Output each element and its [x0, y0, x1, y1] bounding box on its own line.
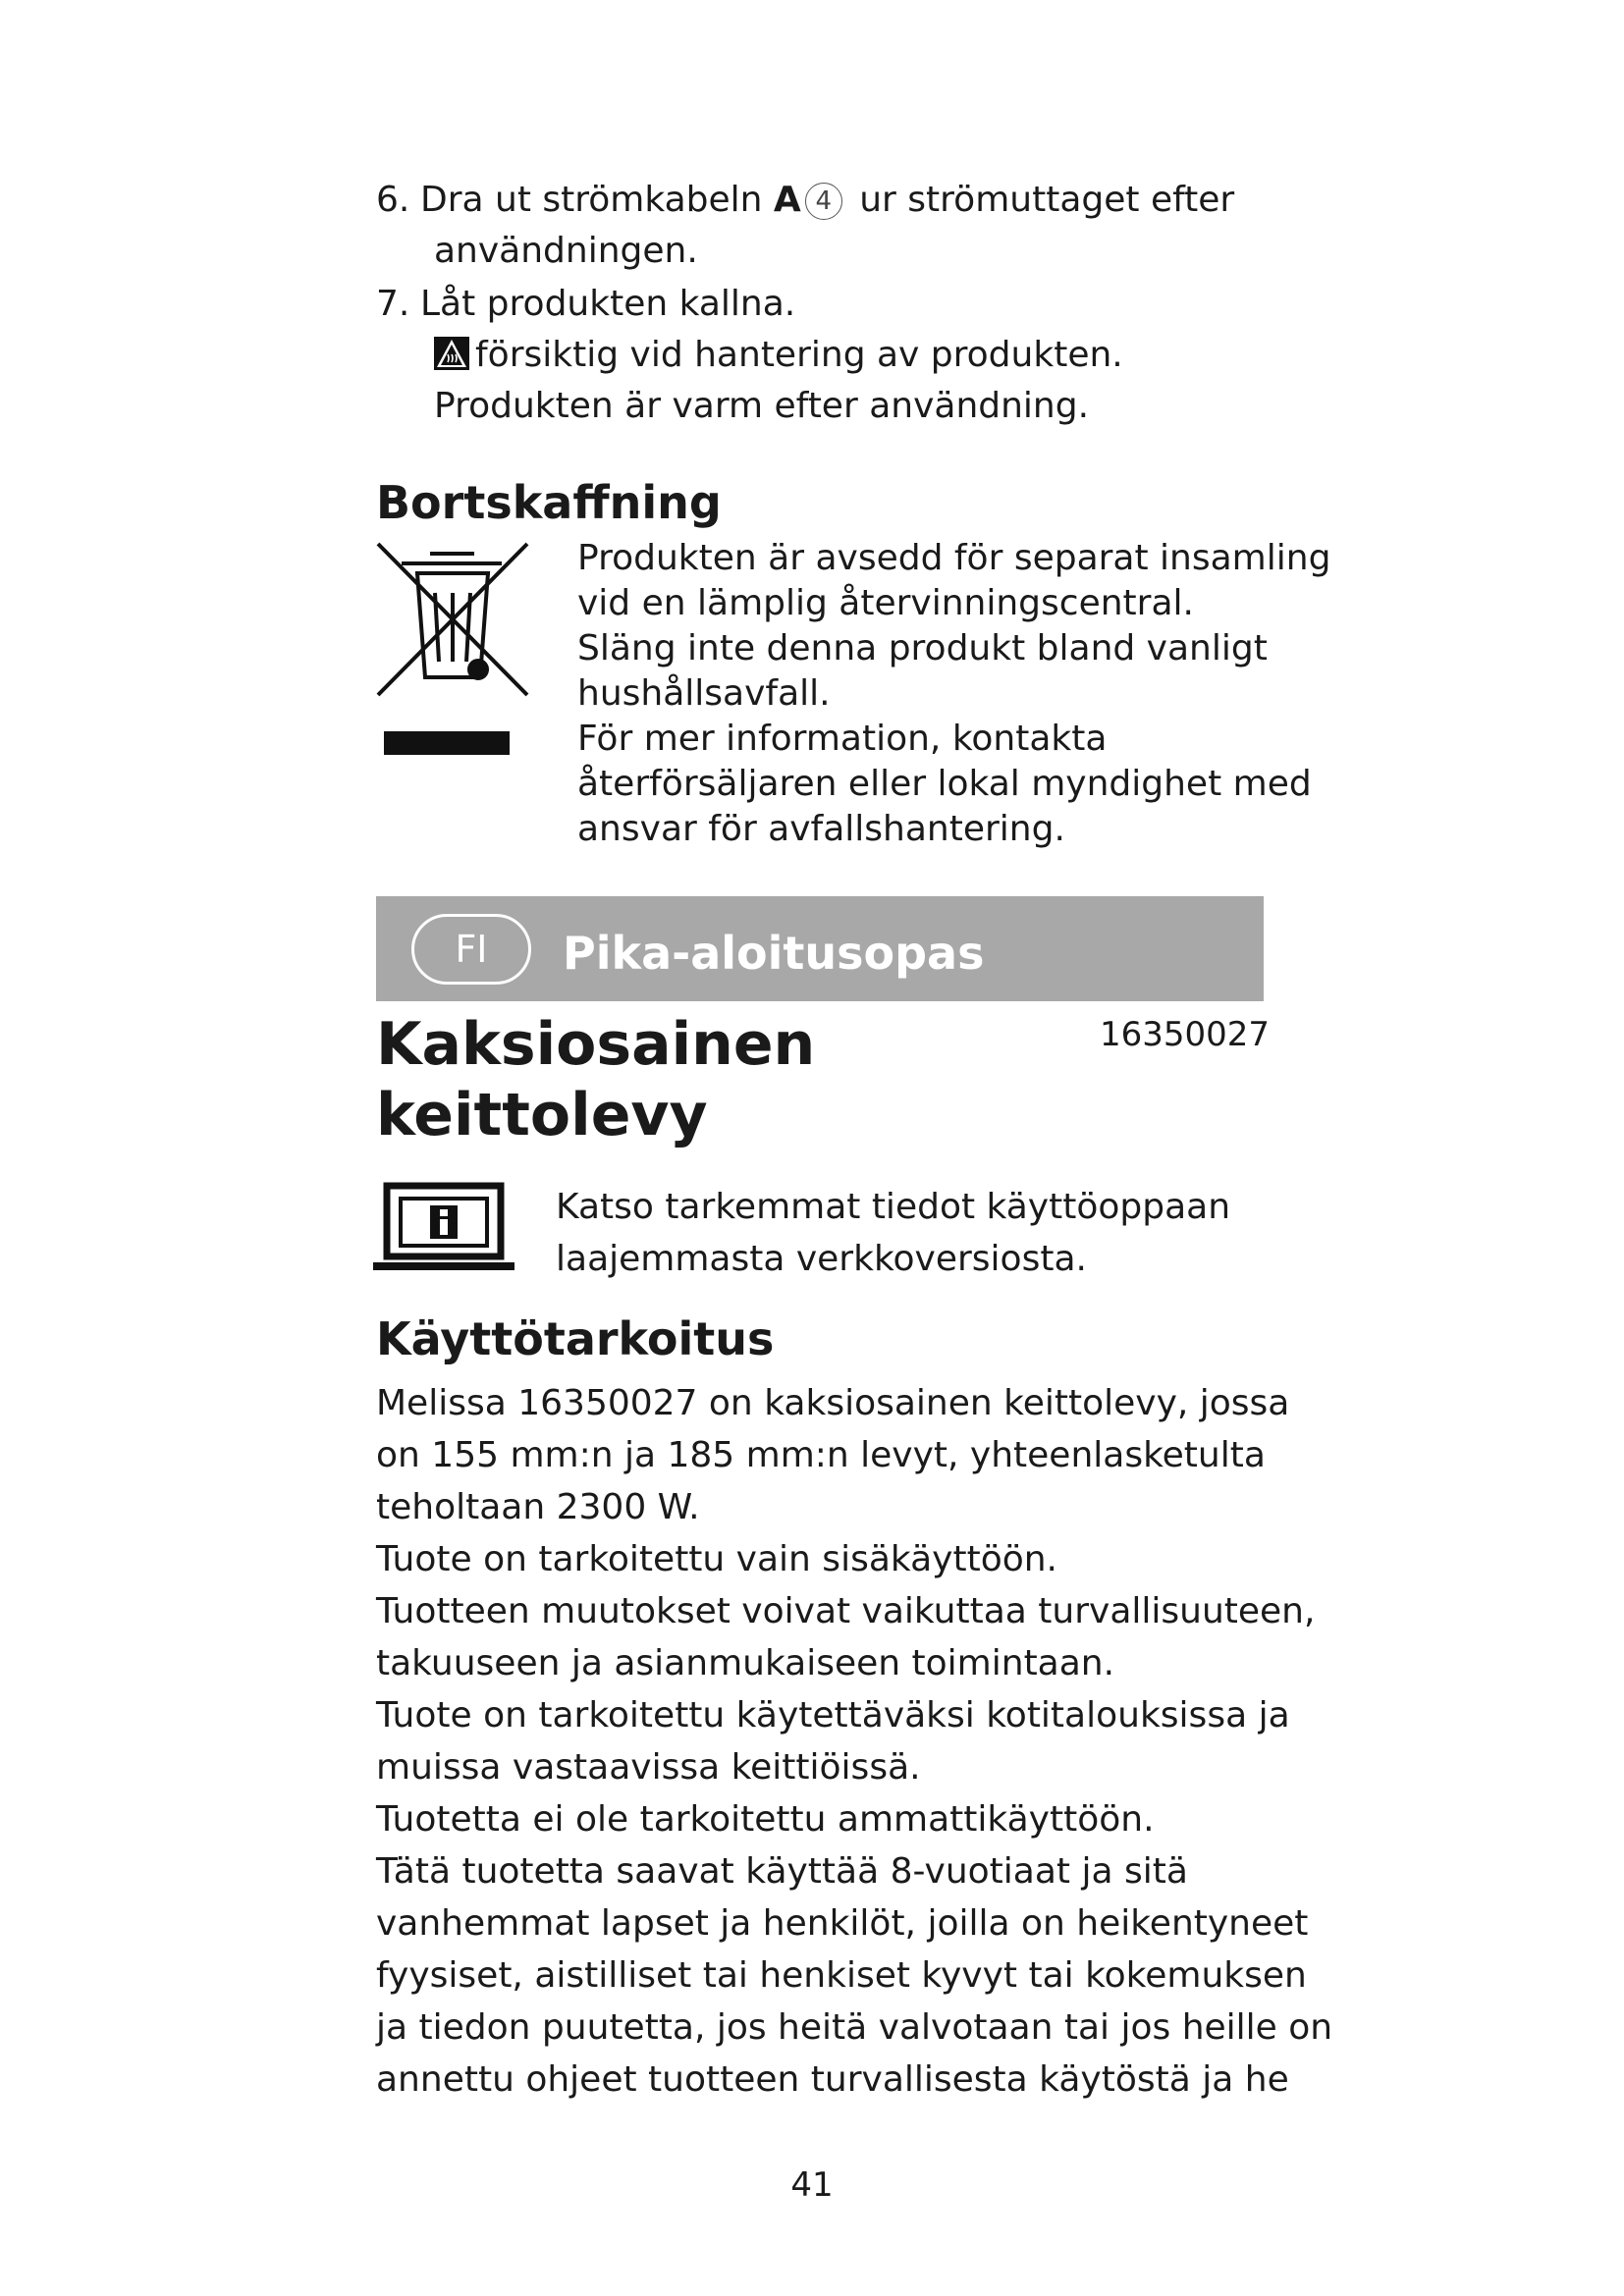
usage-line: annettu ohjeet tuotteen turvallisesta käytöstä ja he [376, 2059, 1289, 2100]
product-code: 16350027 [1100, 1015, 1271, 1054]
product-title-line: keittolevy [376, 1081, 708, 1149]
page-number: 41 [790, 2165, 834, 2205]
part-reference-badge: 4 [805, 183, 842, 220]
section-title: Pika-aloitusopas [563, 927, 985, 980]
usage-line: vanhemmat lapset ja henkilöt, joilla on heikentyneet [376, 1903, 1309, 1944]
product-title [376, 1009, 815, 1150]
disposal-line: Släng inte denna produkt bland vanligt [577, 628, 1268, 668]
info-line: Katso tarkemmat tiedot käyttöoppaan [556, 1187, 1231, 1227]
step-7 [376, 279, 795, 330]
info-line: laajemmasta verkkoversiosta. [556, 1239, 1087, 1279]
usage-line: on 155 mm:n ja 185 mm:n levyt, yhteenlasketulta [376, 1435, 1266, 1475]
usage-line: Melissa 16350027 on kaksiosainen keittolevy, jossa [376, 1383, 1290, 1423]
usage-line: Tätä tuotetta saavat käyttää 8-vuotiaat ja sitä [376, 1851, 1188, 1892]
disposal-heading: Bortskaffning [376, 476, 722, 529]
disposal-line: återförsäljaren eller lokal myndighet med [577, 764, 1312, 804]
part-label: A [773, 180, 801, 220]
crossed-out-wheelie-bin-icon [376, 540, 529, 766]
disposal-line: vid en lämplig återvinningscentral. [577, 583, 1194, 623]
product-title-line: Kaksiosainen [376, 1010, 816, 1079]
disposal-line: Produkten är avsedd för separat insamling [577, 538, 1331, 578]
step-6-line2: användningen. [434, 231, 698, 271]
disposal-line: För mer information, kontakta [577, 719, 1108, 759]
laptop-info-icon [373, 1182, 514, 1276]
step-text: Dra ut strömkabeln [420, 180, 774, 220]
step-text: Låt produkten kallna. [420, 284, 796, 324]
caution-line-2: Produkten är varm efter användning. [434, 386, 1090, 426]
disposal-line: hushållsavfall. [577, 673, 831, 714]
usage-line: fyysiset, aistilliset tai henkiset kyvyt tai kokemuksen [376, 1955, 1307, 1996]
usage-line: Tuotteen muutokset voivat vaikuttaa turvallisuuteen, [376, 1591, 1316, 1631]
usage-line: teholtaan 2300 W. [376, 1487, 700, 1527]
disposal-line: ansvar för avfallshantering. [577, 809, 1065, 849]
usage-text [376, 1377, 1333, 2106]
usage-line: muissa vastaavissa keittiöissä. [376, 1747, 921, 1788]
usage-line: Tuotetta ei ole tarkoitettu ammattikäyttöön. [376, 1799, 1155, 1840]
usage-line: Tuote on tarkoitettu käytettäväksi kotitalouksissa ja [376, 1695, 1290, 1735]
hot-surface-warning-icon [434, 337, 469, 370]
step-6 [376, 175, 1234, 226]
usage-line: takuuseen ja asianmukaiseen toimintaan. [376, 1643, 1115, 1683]
step-number: 7. [376, 284, 410, 324]
caution-line [434, 330, 1123, 381]
usage-line: Tuote on tarkoitettu vain sisäkäyttöön. [376, 1539, 1058, 1579]
step-number: 6. [376, 180, 410, 220]
usage-line: ja tiedon puutetta, jos heitä valvotaan tai jos heille on [376, 2007, 1333, 2048]
caution-text: försiktig vid hantering av produkten. [475, 335, 1123, 375]
language-code-badge: FI [411, 914, 531, 985]
language-section-banner [376, 896, 1264, 1001]
usage-heading: Käyttötarkoitus [376, 1312, 775, 1365]
step-text-continued: ur strömuttaget efter [847, 180, 1235, 220]
